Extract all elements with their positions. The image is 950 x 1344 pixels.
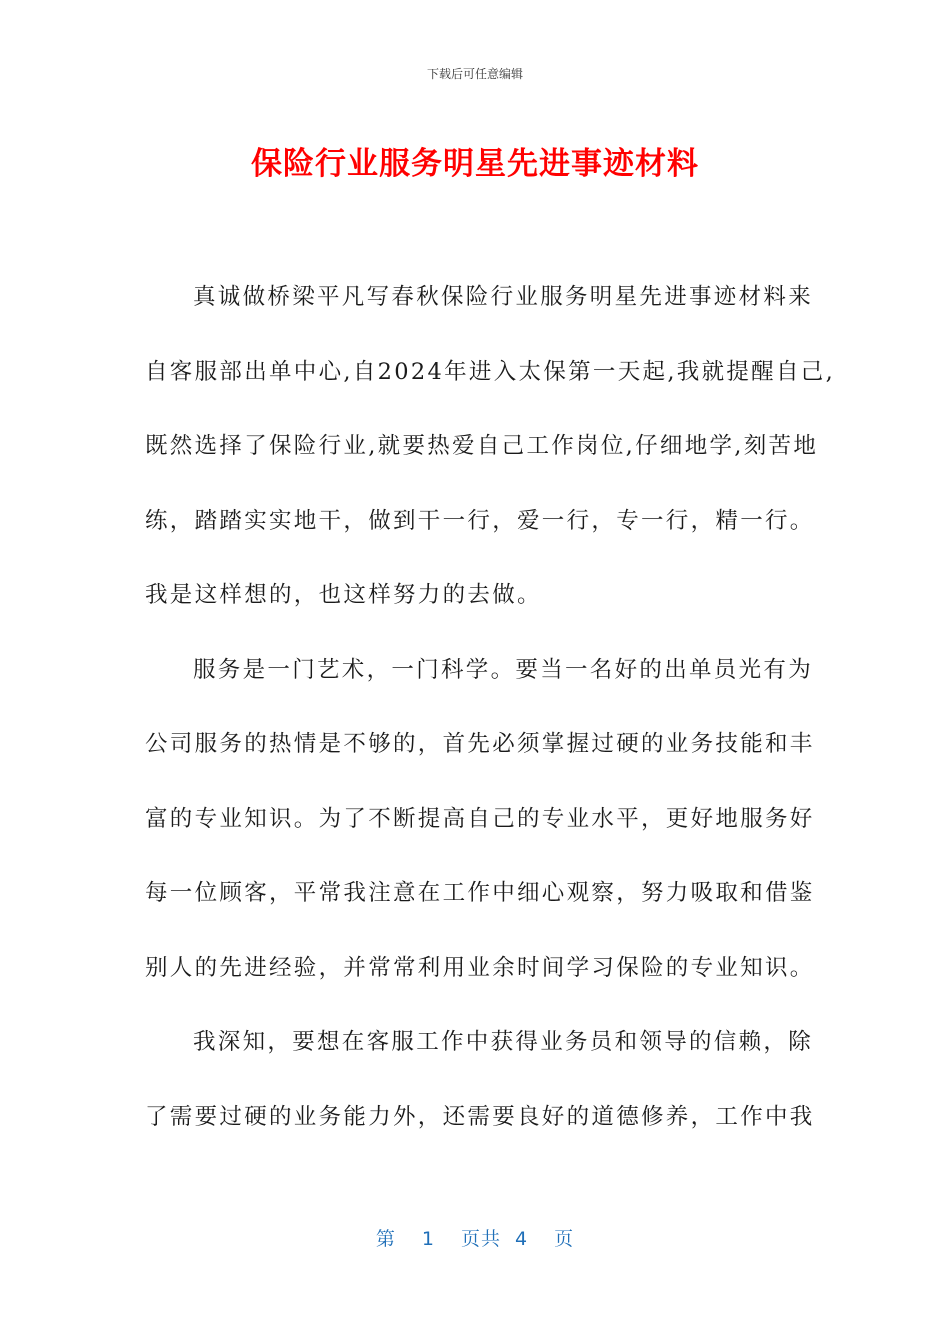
body-line: 自客服部出单中心,自2024年进入太保第一天起,我就提醒自己,: [145, 358, 836, 385]
document-body: [145, 260, 836, 1154]
body-line: 我深知，要想在客服工作中获得业务员和领导的信赖，除: [193, 1029, 814, 1055]
document-title: 保险行业服务明星先进事迹材料: [251, 146, 699, 182]
body-line: 真诚做桥梁平凡写春秋保险行业服务明星先进事迹材料来: [193, 284, 814, 310]
footer-middle: 页共: [460, 1228, 501, 1250]
body-line: 每一位顾客，平常我注意在工作中细心观察，努力吸取和借鉴: [145, 880, 815, 906]
footer-total-pages: 4: [515, 1228, 529, 1250]
body-line: 我是这样想的，也这样努力的去做。: [145, 582, 542, 608]
body-line: 练，踏踏实实地干，做到干一行，爱一行，专一行，精一行。: [145, 507, 815, 534]
footer-prefix: 第: [375, 1228, 396, 1250]
page-footer: [0, 1225, 950, 1253]
body-line: 别人的先进经验，并常常利用业余时间学习保险的专业知识。: [145, 954, 815, 981]
page-header-note: 下载后可任意编辑: [426, 67, 523, 81]
footer-page-number: 1: [421, 1228, 435, 1250]
footer-suffix: 页: [554, 1228, 575, 1250]
body-line: 公司服务的热情是不够的，首先必须掌握过硬的业务技能和丰: [145, 731, 815, 757]
body-line: 既然选择了保险行业,就要热爱自己工作岗位,仔细地学,刻苦地: [145, 433, 819, 459]
body-line: 了需要过硬的业务能力外，还需要良好的道德修养，工作中我: [145, 1103, 815, 1130]
body-line: 服务是一门艺术，一门科学。要当一名好的出单员光有为: [193, 656, 814, 683]
body-line: 富的专业知识。为了不断提高自己的专业水平，更好地服务好: [145, 805, 815, 832]
